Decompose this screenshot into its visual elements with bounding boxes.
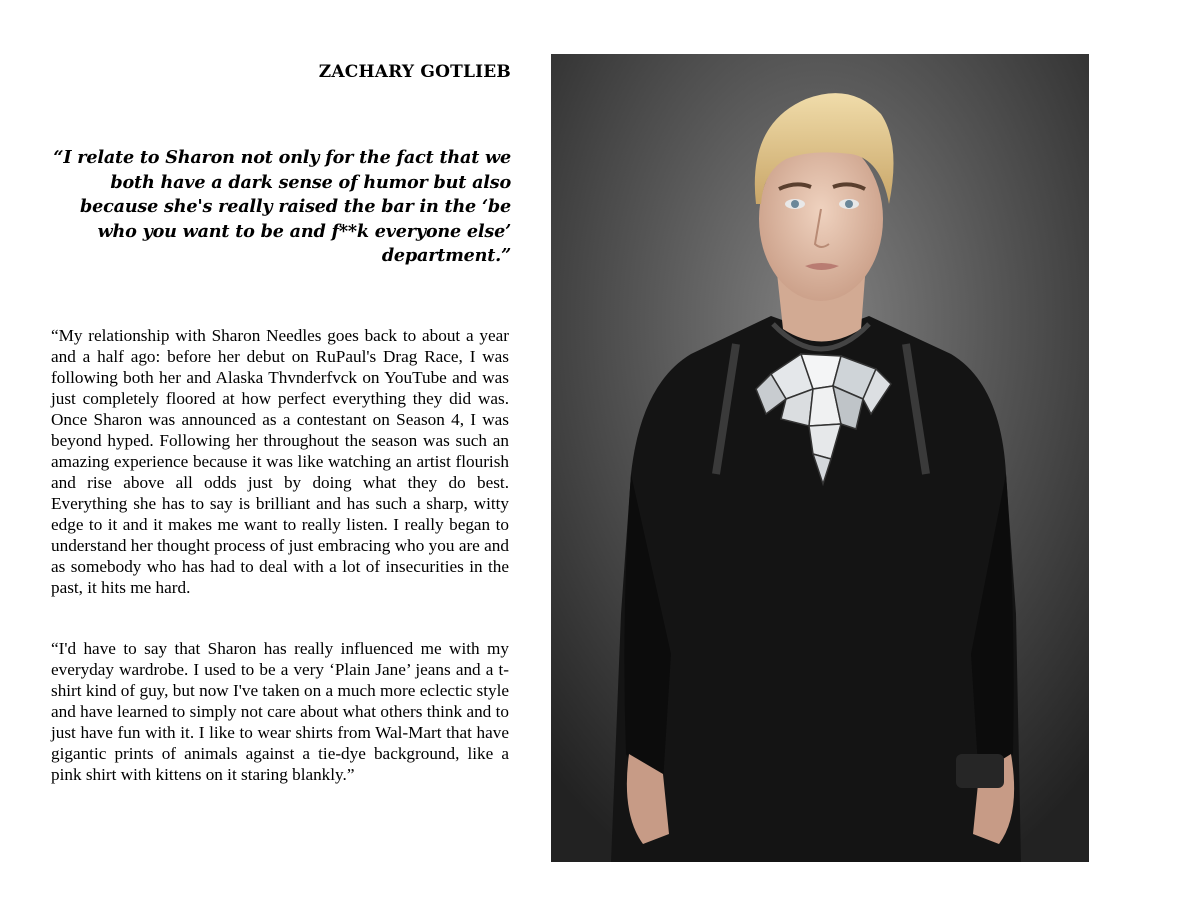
pull-quote: “I relate to Sharon not only for the fact that we both have a dark sense of humor but also because she's really raised the bar in the ‘be who you want to be and f**k everyone else’ department.” xyxy=(53,147,511,267)
portrait-illustration xyxy=(551,54,1089,862)
body-paragraph-1: “My relationship with Sharon Needles goes back to about a year and a half ago: before her debut on RuPaul's Drag Race, I was following both her and Alaska Thvnderfvck on YouTube and was just completely floored at how perfect everything they did was. Once Sharon was announced as a contestant on Season 4, I was beyond hyped. Following her throughout the season was such an amazing experience because it was like watching an artist flourish and rise above all odds just by doing what they do best. Everything she has to say is brilliant and has such a sharp, witty edge to it and it makes me want to really listen. I really began to understand her thought process of just embracing who you are and as somebody who has had to deal with a lot of insecurities in the past, it hits me hard. xyxy=(51,326,509,597)
wristband xyxy=(956,754,1004,788)
portrait-photo xyxy=(551,54,1089,862)
page-title: ZACHARY GOTLIEB xyxy=(318,62,511,82)
body-paragraph-2: “I'd have to say that Sharon has really influenced me with my everyday wardrobe. I used to be a very ‘Plain Jane’ jeans and a t-shirt kind of guy, but now I've taken on a much more eclectic style and have learned to simply not care about what others think and to just have fun with it. I like to wear shirts from Wal-Mart that have gigantic prints of animals against a tie-dye background, like a pink shirt with kittens on it staring blankly.” xyxy=(51,639,509,784)
